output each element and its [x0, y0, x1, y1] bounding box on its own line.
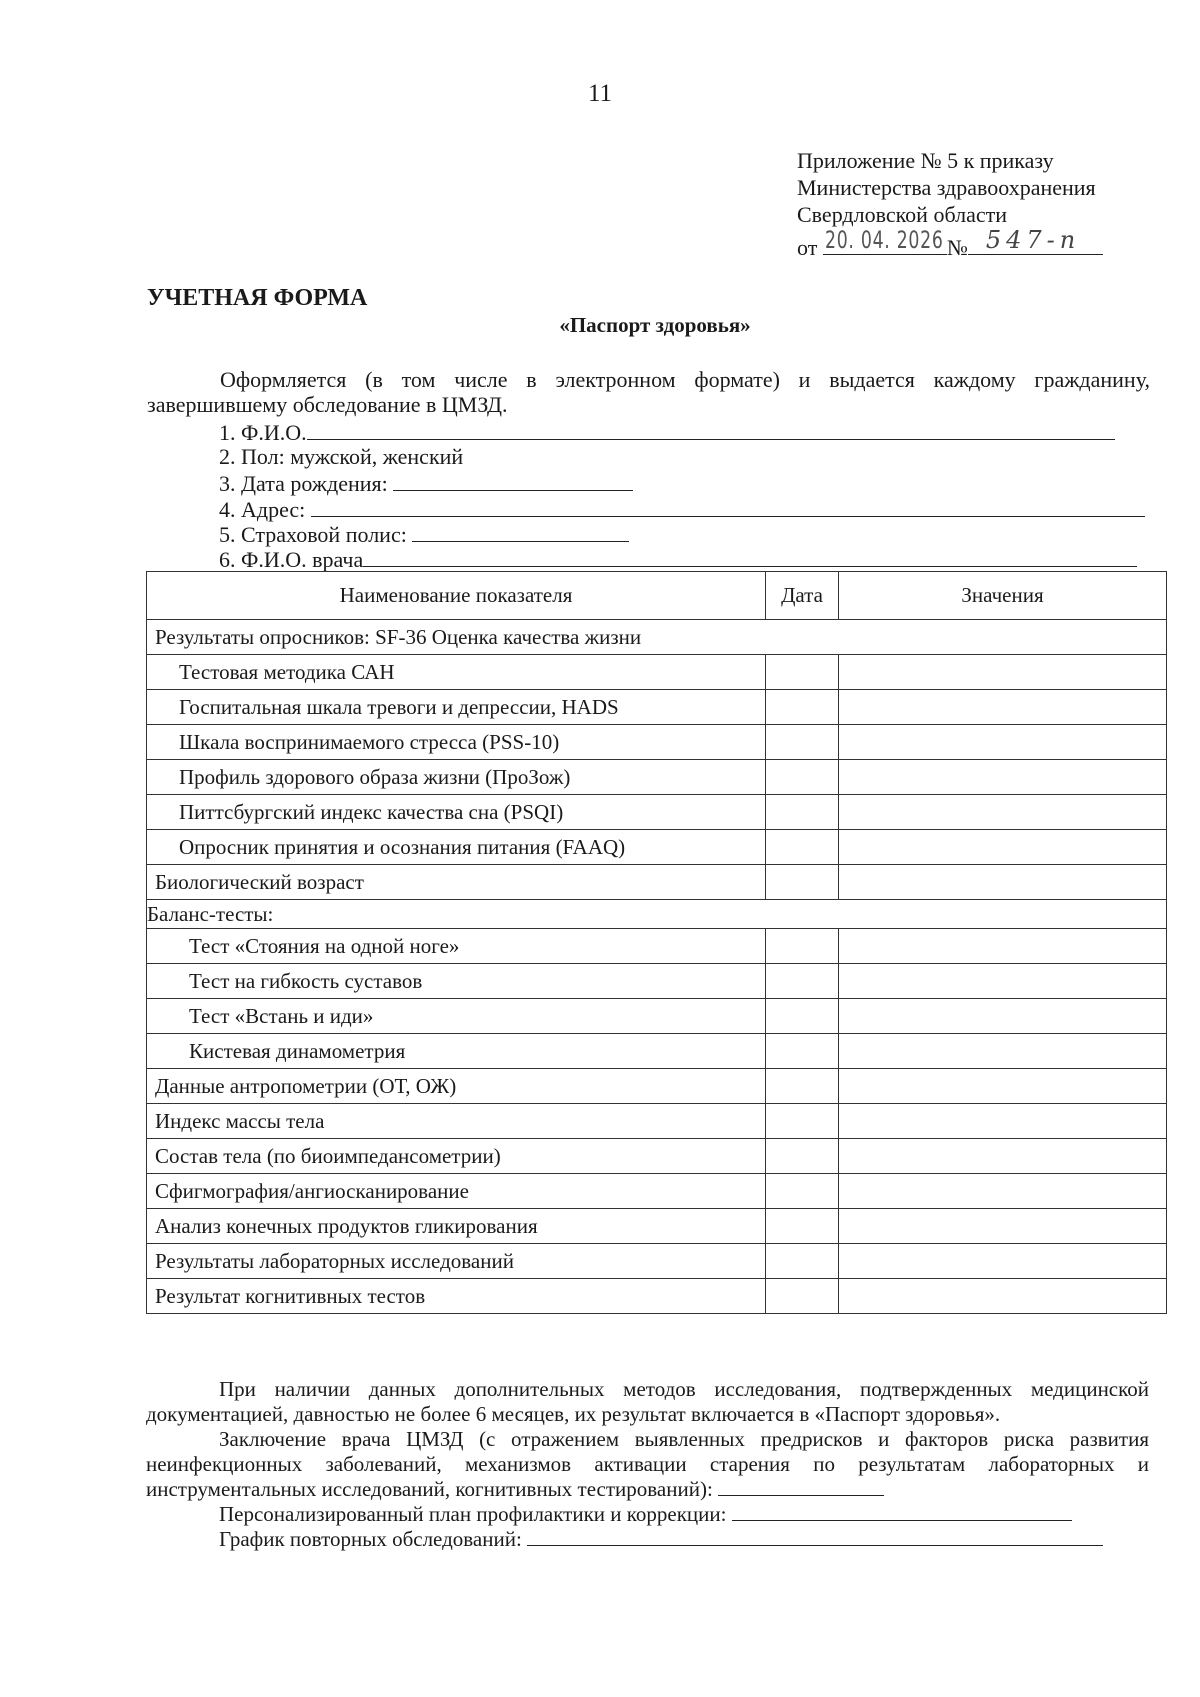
table-row	[147, 760, 1167, 795]
value-cell[interactable]	[839, 760, 1167, 795]
table-row	[147, 999, 1167, 1034]
table-row	[147, 1069, 1167, 1104]
row-label: Питтсбургский индекс качества сна (PSQI)	[147, 795, 766, 830]
value-cell[interactable]	[839, 1209, 1167, 1244]
conclusion-text: Заключение врача ЦМЗД (с отражением выявленных предрисков и факторов риска развития неинфекционных заболеваний, механизмов активации старения по результатам лабораторных и инструментальных исследований, когнитивных тестирований):	[146, 1427, 1149, 1501]
appendix-line-1: Приложение № 5 к приказу	[797, 148, 1054, 173]
field-address-line[interactable]	[311, 496, 1145, 517]
table-row	[147, 655, 1167, 690]
date-cell[interactable]	[766, 964, 839, 999]
table-row	[147, 1034, 1167, 1069]
row-label: Тест «Встань и иди»	[147, 999, 766, 1034]
row-label: Результаты лабораторных исследований	[147, 1244, 766, 1279]
table-row	[147, 1279, 1167, 1314]
row-label: Баланс-тесты:	[147, 900, 1167, 929]
field-address	[219, 496, 1145, 523]
date-field	[823, 228, 947, 255]
field-doctor-label: 6. Ф.И.О. врача	[219, 547, 364, 572]
field-address-label: 4. Адрес:	[219, 497, 311, 522]
field-birthdate-line[interactable]	[393, 470, 633, 491]
plan-label: Персонализированный план профилактики и коррекции:	[219, 1502, 732, 1526]
plan-paragraph	[146, 1502, 1149, 1527]
date-cell[interactable]	[766, 999, 839, 1034]
date-cell[interactable]	[766, 690, 839, 725]
date-cell[interactable]	[766, 865, 839, 900]
value-cell[interactable]	[839, 929, 1167, 964]
row-label: Индекс массы тела	[147, 1104, 766, 1139]
date-cell[interactable]	[766, 1244, 839, 1279]
field-fio	[219, 419, 1115, 446]
table-row	[147, 929, 1167, 964]
field-insurance	[219, 521, 629, 548]
schedule-line[interactable]	[527, 1527, 1103, 1546]
value-cell[interactable]	[839, 725, 1167, 760]
table-row	[147, 1139, 1167, 1174]
row-label: Профиль здорового образа жизни (ПроЗож)	[147, 760, 766, 795]
table-header-row	[147, 572, 1167, 620]
field-birthdate-label: 3. Дата рождения:	[219, 471, 394, 496]
value-cell[interactable]	[839, 655, 1167, 690]
row-label: Тест «Стояния на одной ноге»	[147, 929, 766, 964]
date-cell[interactable]	[766, 1104, 839, 1139]
value-cell[interactable]	[839, 1139, 1167, 1174]
table-row	[147, 690, 1167, 725]
value-cell[interactable]	[839, 795, 1167, 830]
header-date: Дата	[766, 572, 839, 620]
handwritten-date: 20. 04. 2026	[824, 226, 944, 254]
row-label: Результаты опросников: SF-36 Оценка качества жизни	[147, 620, 1167, 655]
table-row	[147, 1209, 1167, 1244]
table-row	[147, 830, 1167, 865]
table-row	[147, 1244, 1167, 1279]
handwritten-number: 547-п	[985, 226, 1081, 254]
row-label: Состав тела (по биоимпедансометрии)	[147, 1139, 766, 1174]
table-row	[147, 900, 1167, 929]
header-indicator-name: Наименование показателя	[147, 572, 766, 620]
row-label: Данные антропометрии (ОТ, ОЖ)	[147, 1069, 766, 1104]
row-label: Кистевая динамометрия	[147, 1034, 766, 1069]
value-cell[interactable]	[839, 865, 1167, 900]
indicators-table	[146, 571, 1167, 1314]
form-subheading: «Паспорт здоровья»	[559, 313, 751, 337]
date-cell[interactable]	[766, 830, 839, 865]
table-row	[147, 725, 1167, 760]
appendix-date-line	[797, 228, 1103, 261]
intro-paragraph: Оформляется (в том числе в электронном формате) и выдается каждому гражданину, завершившему обследование в ЦМЗД.	[147, 367, 1150, 417]
footer-block	[146, 1377, 1149, 1552]
row-label: Результат когнитивных тестов	[147, 1279, 766, 1314]
conclusion-line[interactable]	[718, 1477, 884, 1496]
appendix-line-2: Министерства здравоохранения	[797, 175, 1096, 200]
schedule-label: График повторных обследований:	[219, 1527, 528, 1551]
date-cell[interactable]	[766, 655, 839, 690]
plan-line[interactable]	[732, 1502, 1072, 1521]
header-values: Значения	[839, 572, 1167, 620]
table-row	[147, 795, 1167, 830]
row-label: Шкала воспринимаемого стресса (PSS-10)	[147, 725, 766, 760]
additional-methods-paragraph: При наличии данных дополнительных методов исследования, подтвержденных медицинской документацией, давностью не более 6 месяцев, их результат включается в «Паспорт здоровья».	[146, 1377, 1149, 1426]
field-insurance-line[interactable]	[412, 521, 629, 542]
appendix-line-3: Свердловской области	[797, 202, 1007, 227]
row-label: Биологический возраст	[147, 865, 766, 900]
value-cell[interactable]	[839, 1034, 1167, 1069]
conclusion-paragraph	[146, 1427, 1149, 1502]
table-row	[147, 964, 1167, 999]
value-cell[interactable]	[839, 999, 1167, 1034]
row-label: Тестовая методика САН	[147, 655, 766, 690]
date-cell[interactable]	[766, 795, 839, 830]
date-cell[interactable]	[766, 1069, 839, 1104]
field-doctor	[219, 546, 1137, 573]
field-birthdate	[219, 470, 633, 497]
field-sex	[219, 444, 463, 470]
appendix-block	[797, 147, 1103, 261]
field-insurance-label: 5. Страховой полис:	[219, 522, 413, 547]
table-row	[147, 865, 1167, 900]
date-cell[interactable]	[766, 725, 839, 760]
date-cell[interactable]	[766, 1139, 839, 1174]
table-row	[147, 620, 1167, 655]
value-cell[interactable]	[839, 690, 1167, 725]
number-label: №	[946, 235, 968, 260]
date-cell[interactable]	[766, 760, 839, 795]
date-cell[interactable]	[766, 1034, 839, 1069]
value-cell[interactable]	[839, 1104, 1167, 1139]
page-number: 11	[587, 80, 613, 107]
row-label: Госпитальная шкала тревоги и депрессии, HADS	[147, 690, 766, 725]
date-cell[interactable]	[766, 1279, 839, 1314]
value-cell[interactable]	[839, 1174, 1167, 1209]
date-cell[interactable]	[766, 929, 839, 964]
value-cell[interactable]	[839, 1279, 1167, 1314]
value-cell[interactable]	[839, 1244, 1167, 1279]
row-label: Анализ конечных продуктов гликирования	[147, 1209, 766, 1244]
schedule-paragraph	[146, 1527, 1149, 1552]
field-doctor-line[interactable]	[363, 546, 1137, 567]
row-label: Тест на гибкость суставов	[147, 964, 766, 999]
order-number-field	[968, 228, 1103, 255]
value-cell[interactable]	[839, 830, 1167, 865]
row-label: Сфигмография/ангиосканирование	[147, 1174, 766, 1209]
form-heading: УЧЕТНАЯ ФОРМА	[147, 285, 368, 311]
value-cell[interactable]	[839, 1069, 1167, 1104]
field-fio-line[interactable]	[307, 419, 1115, 440]
date-cell[interactable]	[766, 1174, 839, 1209]
table-row	[147, 1174, 1167, 1209]
field-sex-label: 2. Пол: мужской, женский	[219, 444, 464, 469]
from-label: от	[797, 235, 818, 260]
value-cell[interactable]	[839, 964, 1167, 999]
row-label: Опросник принятия и осознания питания (FAAQ)	[147, 830, 766, 865]
date-cell[interactable]	[766, 1209, 839, 1244]
field-fio-label: 1. Ф.И.О.	[219, 420, 307, 445]
table-row	[147, 1104, 1167, 1139]
